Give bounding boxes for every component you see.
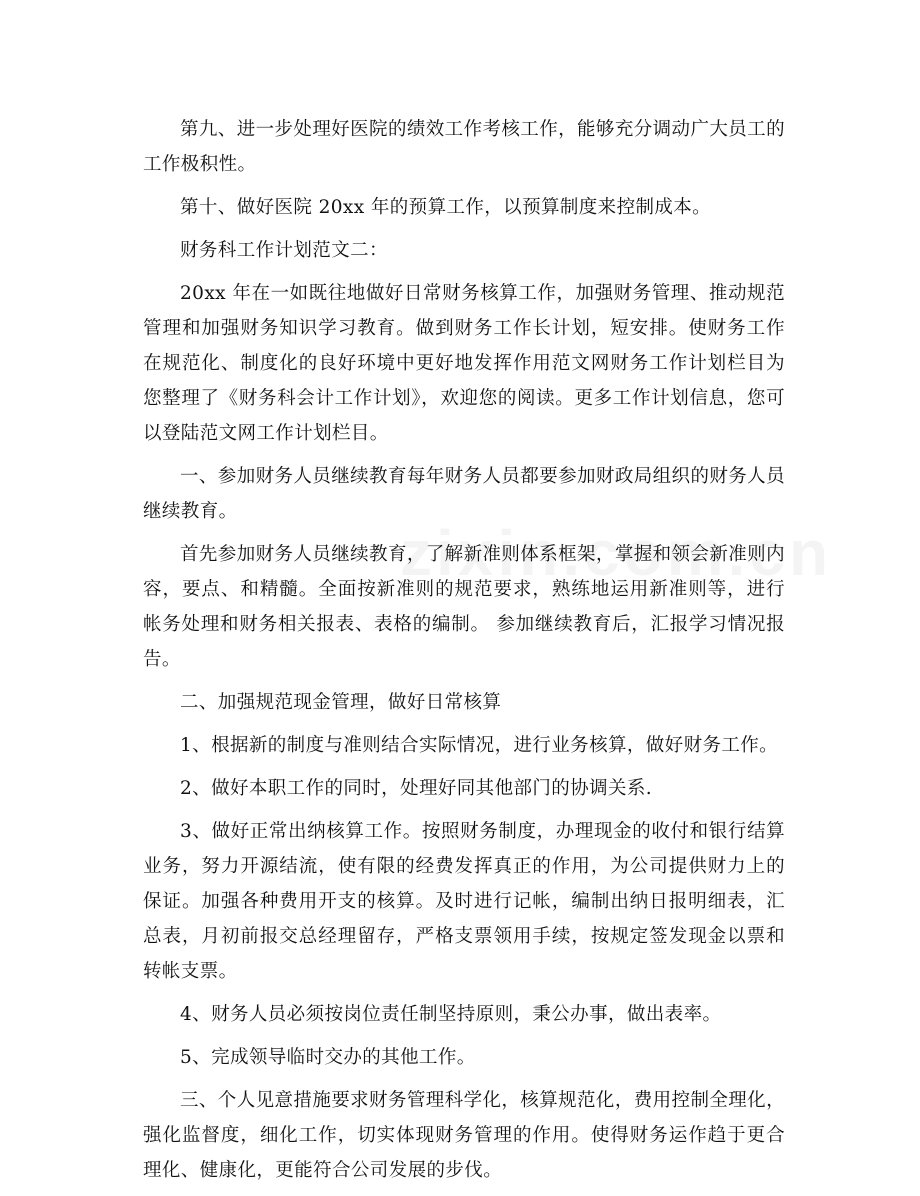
- section-heading: 财务科工作计划范文二：: [180, 240, 388, 261]
- paragraph: 第九、进一步处理好医院的绩效工作考核工作，能够充分调动广大员工的工作极积性。: [143, 119, 785, 175]
- document-body: [143, 112, 785, 1196]
- list-item: 2、做好本职工作的同时，处理好同其他部门的协调关系.: [180, 778, 653, 799]
- paragraph: 一、参加财务人员继续教育每年财务人员都要参加财政局组织的财务人员继续教育。: [143, 466, 785, 522]
- list-item: 1、根据新的制度与准则结合实际情况，进行业务核算，做好财务工作。: [180, 735, 779, 756]
- list-item: 4、财务人员必须按岗位责任制坚持原则，秉公办事，做出表率。: [180, 1004, 722, 1025]
- paragraph: 首先参加财务人员继续教育，了解新准则体系框架，掌握和领会新准则内容，要点、和精髓。全面按新准则的规范要求，熟练地运用新准则等，进行帐务处理和财务相关报表、表格的编制。 参加继续教育后，汇报学习情况报告。: [143, 544, 785, 670]
- paragraph: 第十、做好医院 20xx 年的预算工作，以预算制度来控制成本。: [180, 197, 712, 218]
- list-item: 5、完成领导临时交办的其他工作。: [180, 1047, 476, 1068]
- section-heading: 二、加强规范现金管理，做好日常核算: [180, 692, 502, 713]
- paragraph: 20xx 年在一如既往地做好日常财务核算工作，加强财务管理、推动规范管理和加强财务知识学习教育。做到财务工作长计划，短安排。使财务工作在规范化、制度化的良好环境中更好地发挥作用范文网财务工作计划栏目为您整理了《财务科会计工作计划》，欢迎您的阅读。更多工作计划信息，您可以登陆范文网工作计划栏目。: [143, 283, 785, 444]
- paragraph: 三、个人见意措施要求财务管理科学化，核算规范化，费用控制全理化，强化监督度，细化工作，切实体现财务管理的作用。使得财务运作趋于更合理化、健康化，更能符合公司发展的步伐。: [143, 1090, 785, 1181]
- list-item: 3、做好正常出纳核算工作。按照财务制度，办理现金的收付和银行结算业务，努力开源结流，使有限的经费发挥真正的作用，为公司提供财力上的保证。加强各种费用开支的核算。及时进行记帐，编制出纳日报明细表，汇总表，月初前报交总经理留存，严格支票领用手续，按规定签发现金以票和转帐支票。: [143, 821, 785, 982]
